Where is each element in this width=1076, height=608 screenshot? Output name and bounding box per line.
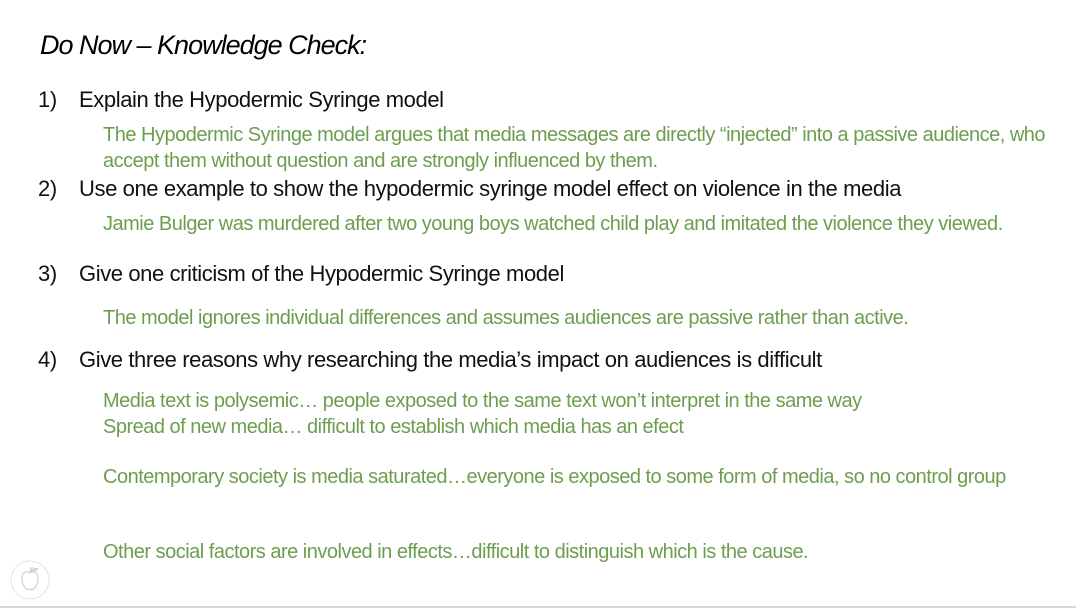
answer-4c: Contemporary society is media saturated…everyone is exposed to some form of media, so no control group bbox=[103, 466, 1006, 488]
answer-3: The model ignores individual differences and assumes audiences are passive rather than active. bbox=[103, 307, 909, 329]
apple-logo-icon bbox=[10, 560, 50, 600]
answer-4b: Spread of new media… difficult to establish which media has an efect bbox=[103, 416, 684, 438]
slide-title: Do Now – Knowledge Check: bbox=[40, 30, 367, 60]
answer-4d: Other social factors are involved in effects…difficult to distinguish which is the cause. bbox=[103, 541, 809, 563]
question-1 bbox=[38, 87, 444, 113]
question-2 bbox=[38, 176, 901, 202]
question-text: Use one example to show the hypodermic syringe model effect on violence in the media bbox=[79, 176, 902, 201]
answer-2: Jamie Bulger was murdered after two young boys watched child play and imitated the violence they viewed. bbox=[103, 213, 1003, 235]
question-3 bbox=[38, 261, 564, 287]
question-number: 2) bbox=[38, 176, 57, 201]
question-text: Give three reasons why researching the media’s impact on audiences is difficult bbox=[79, 347, 822, 372]
question-number: 1) bbox=[38, 87, 57, 112]
question-text: Give one criticism of the Hypodermic Syringe model bbox=[79, 261, 564, 286]
question-number: 3) bbox=[38, 261, 57, 286]
question-4 bbox=[38, 347, 822, 373]
answer-1: The Hypodermic Syringe model argues that media messages are directly “injected” into a passive audience, who accept them without question and are strongly influenced by them. bbox=[103, 124, 1046, 172]
answer-4a: Media text is polysemic… people exposed to the same text won’t interpret in the same way bbox=[103, 390, 862, 412]
question-text: Explain the Hypodermic Syringe model bbox=[79, 87, 444, 112]
question-number: 4) bbox=[38, 347, 57, 372]
